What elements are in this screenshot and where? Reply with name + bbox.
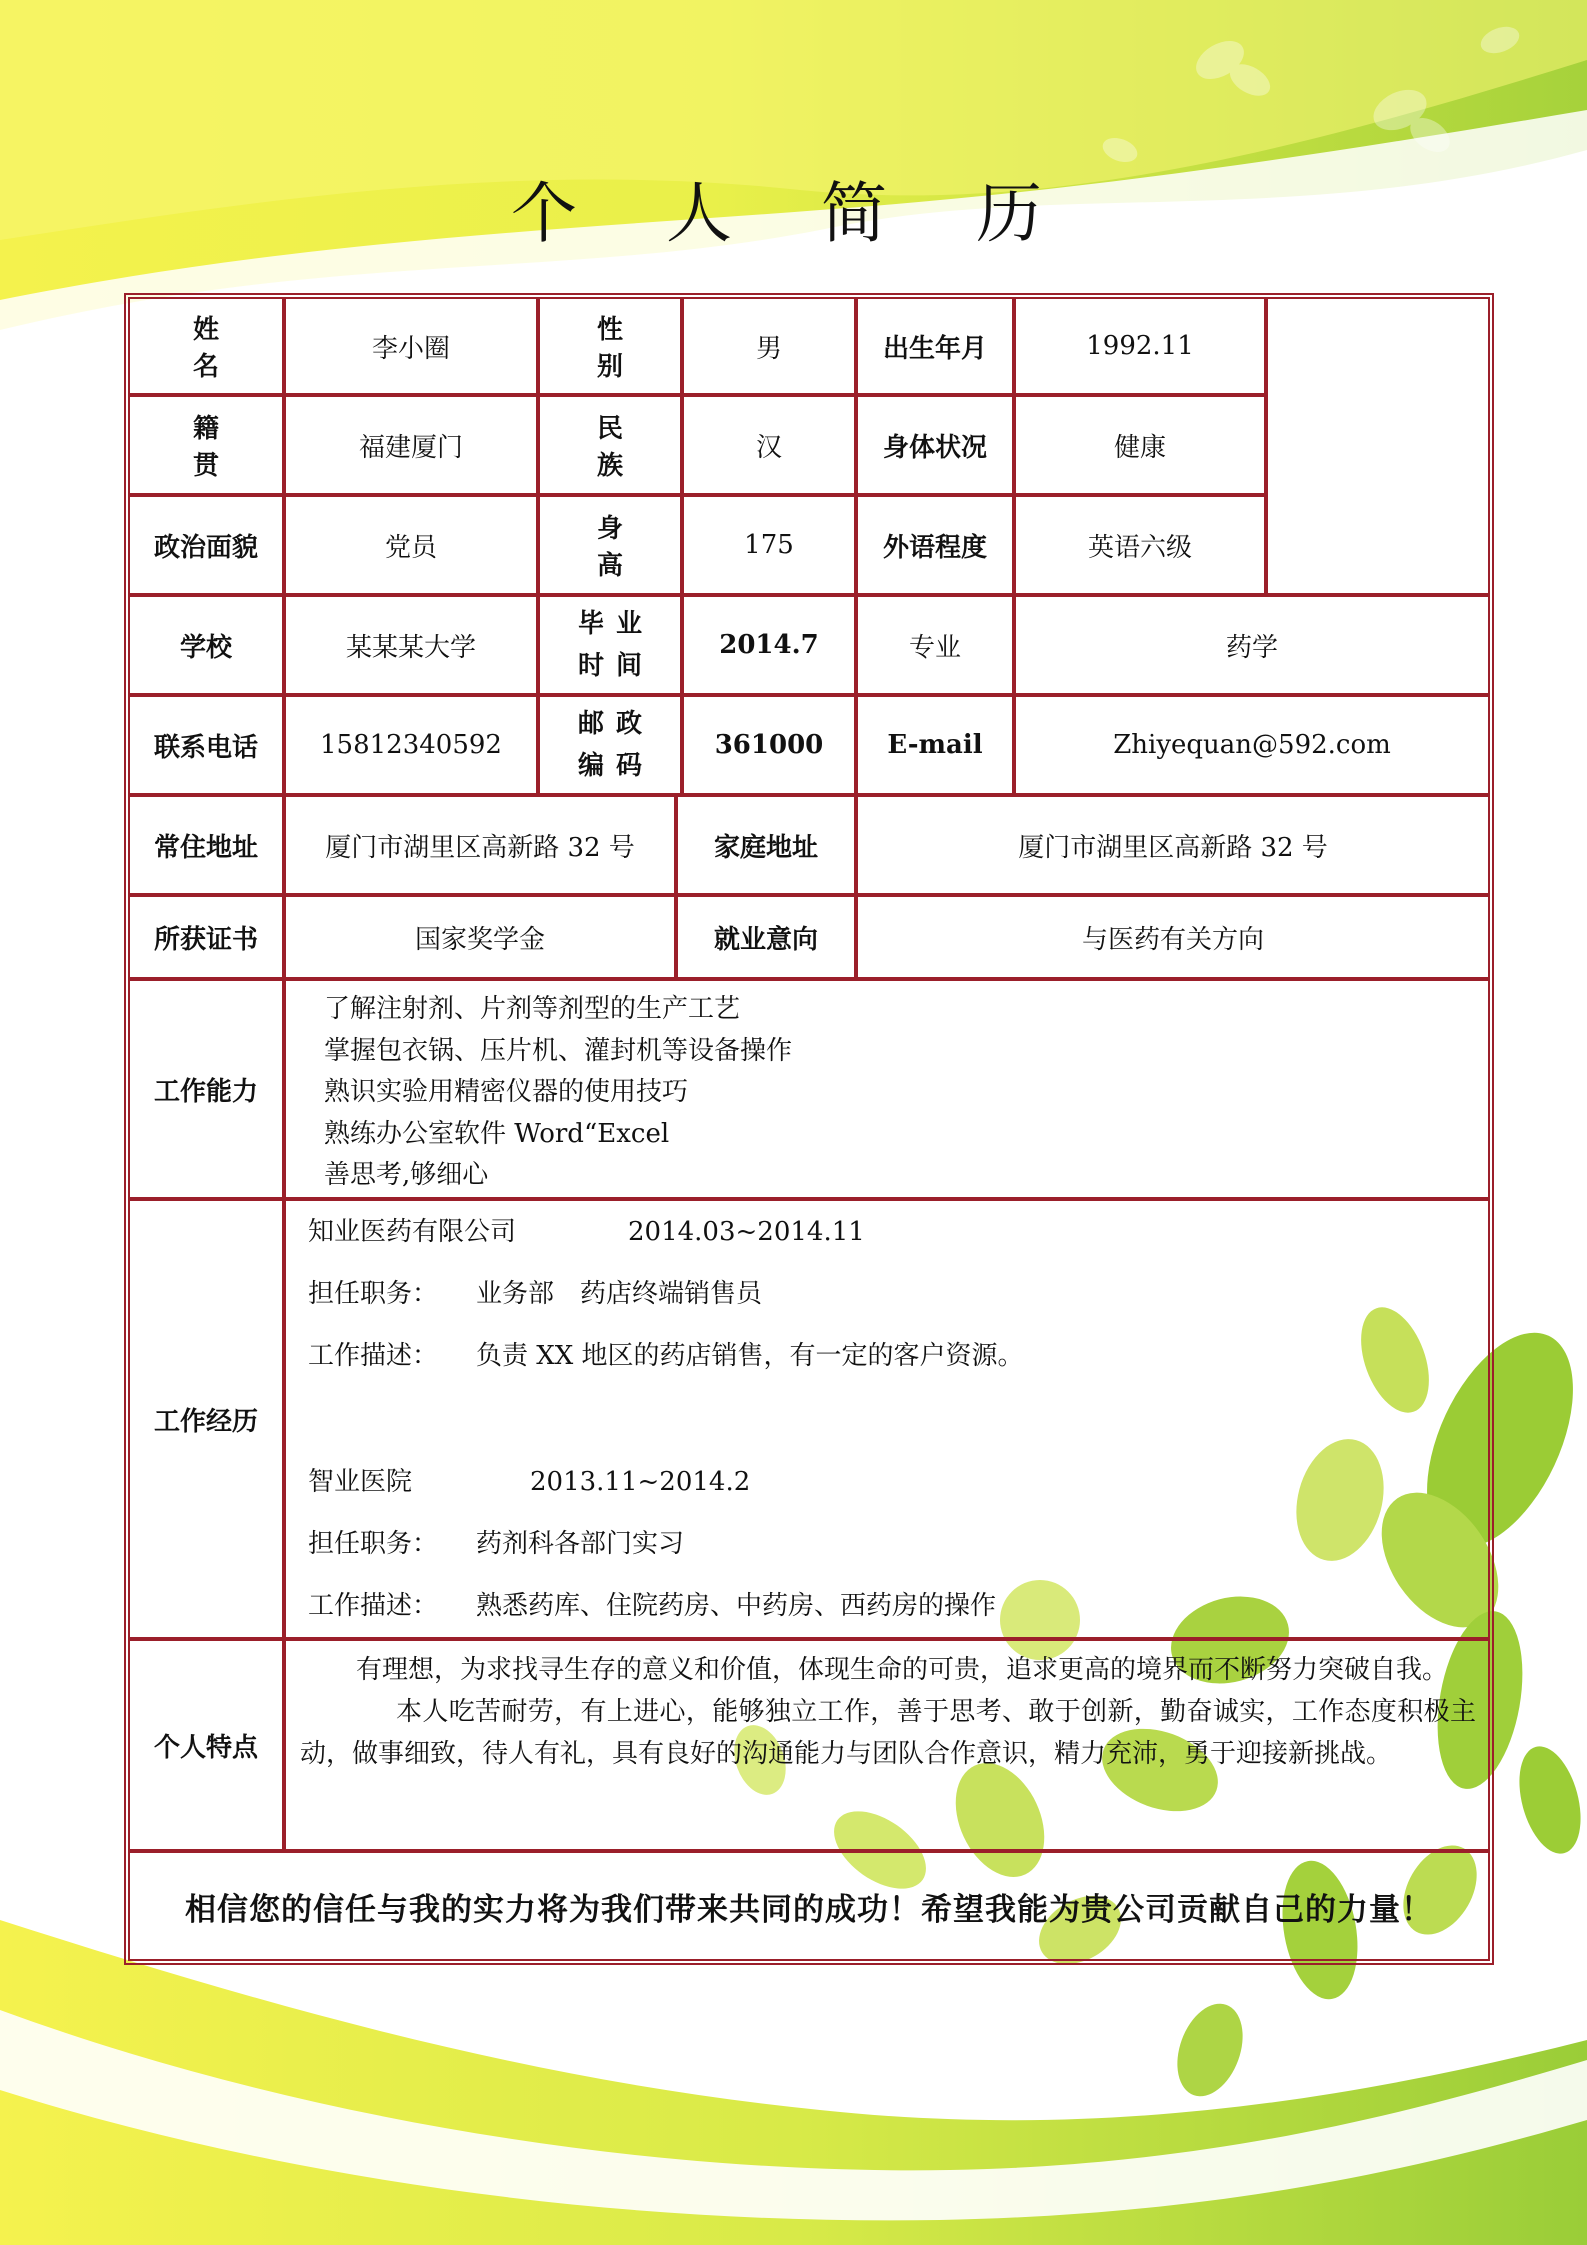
closing-slogan: 相信您的信任与我的实力将为我们带来共同的成功！希望我能为贵公司贡献自己的力量！ (128, 1851, 1490, 1961)
experience-label: 工作经历 (128, 1199, 284, 1639)
birth-label: 出生年月 (856, 297, 1014, 395)
ethnic-label: 民 族 (538, 395, 682, 495)
job-1-role-key: 担任职务： (308, 1279, 439, 1309)
postal-label (538, 695, 682, 795)
intent-value: 与医药有关方向 (856, 895, 1490, 979)
name-value: 李小圈 (284, 297, 538, 395)
postal-label-line2: 编码 (577, 751, 654, 781)
gender-label: 性 别 (538, 297, 682, 395)
job-1-desc (308, 1335, 1024, 1372)
job-1-company: 知业医药有限公司 (308, 1217, 517, 1247)
email-label: E-mail (856, 695, 1014, 795)
features-paragraph-2: 本人吃苦耐劳，有上进心，能够独立工作，善于思考、敢于创新，勤奋诚实，工作态度积极主动，做事细致，待人有礼，具有良好的沟通能力与团队合作意识，精力充沛，勇于迎接新挑战。 (300, 1697, 1476, 1769)
name-label: 姓 名 (128, 297, 284, 395)
political-label: 政治面貌 (128, 495, 284, 595)
ability-item: 熟练办公室软件 Word“Excel (324, 1118, 670, 1149)
height-value: 175 (682, 495, 856, 595)
height-label: 身 高 (538, 495, 682, 595)
ability-label: 工作能力 (128, 979, 284, 1199)
job-1-role (308, 1273, 762, 1310)
features-content (284, 1639, 1490, 1851)
features-paragraph-1: 有理想，为求找寻生存的意义和价值，体现生命的可贵，追求更高的境界而不断努力突破自我。 (356, 1655, 1449, 1685)
birth-value: 1992.11 (1014, 297, 1266, 395)
features-label: 个人特点 (128, 1639, 284, 1851)
home-label: 家庭地址 (676, 795, 856, 895)
page-title: 个 人 简 历 (511, 175, 1076, 252)
address-label: 常住地址 (128, 795, 284, 895)
grad-value: 2014.7 (682, 595, 856, 695)
email-value: Zhiyequan@592.com (1014, 695, 1490, 795)
political-value: 党员 (284, 495, 538, 595)
language-value: 英语六级 (1014, 495, 1266, 595)
intent-label: 就业意向 (676, 895, 856, 979)
job-2-header (308, 1461, 750, 1498)
cert-label: 所获证书 (128, 895, 284, 979)
native-label: 籍 贯 (128, 395, 284, 495)
job-1-desc-value: 负责 XX 地区的药店销售，有一定的客户资源。 (476, 1341, 1024, 1371)
ability-list (284, 979, 1490, 1199)
cert-value: 国家奖学金 (284, 895, 676, 979)
photo-box (1266, 297, 1490, 595)
job-2-role-value: 药剂科各部门实习 (476, 1529, 685, 1559)
experience-content (284, 1199, 1490, 1639)
gender-value: 男 (682, 297, 856, 395)
job-2-desc-key: 工作描述： (308, 1591, 439, 1621)
ability-item: 善思考,够细心 (324, 1160, 489, 1190)
major-value: 药学 (1014, 595, 1490, 695)
ability-item: 掌握包衣锅、压片机、灌封机等设备操作 (324, 1035, 793, 1066)
job-2-desc (308, 1585, 996, 1622)
school-value: 某某某大学 (284, 595, 538, 695)
job-1-header (308, 1211, 865, 1248)
job-1-role-value: 业务部 药店终端销售员 (476, 1279, 763, 1309)
job-2-period: 2013.11~2014.2 (530, 1467, 751, 1497)
job-2-desc-value: 熟悉药库、住院药房、中药房、西药房的操作 (476, 1591, 997, 1621)
ethnic-value: 汉 (682, 395, 856, 495)
postal-label-line1: 邮政 (577, 709, 654, 739)
grad-label (538, 595, 682, 695)
health-label: 身体状况 (856, 395, 1014, 495)
grad-label-line2: 时间 (577, 651, 654, 681)
job-1-period: 2014.03~2014.11 (628, 1217, 865, 1247)
resume-table (124, 293, 1494, 1965)
job-2-role-key: 担任职务： (308, 1529, 439, 1559)
address-value: 厦门市湖里区高新路 32 号 (284, 795, 676, 895)
school-label: 学校 (128, 595, 284, 695)
job-1-desc-key: 工作描述： (308, 1341, 439, 1371)
ability-item: 了解注射剂、片剂等剂型的生产工艺 (324, 994, 741, 1024)
job-2-role (308, 1523, 684, 1560)
native-value: 福建厦门 (284, 395, 538, 495)
postal-value: 361000 (682, 695, 856, 795)
health-value: 健康 (1014, 395, 1266, 495)
language-label: 外语程度 (856, 495, 1014, 595)
phone-label: 联系电话 (128, 695, 284, 795)
grad-label-line1: 毕业 (577, 609, 654, 639)
phone-value: 15812340592 (284, 695, 538, 795)
ability-item: 熟识实验用精密仪器的使用技巧 (324, 1077, 689, 1107)
job-2-company: 智业医院 (308, 1467, 413, 1497)
home-value: 厦门市湖里区高新路 32 号 (856, 795, 1490, 895)
major-label: 专业 (856, 595, 1014, 695)
